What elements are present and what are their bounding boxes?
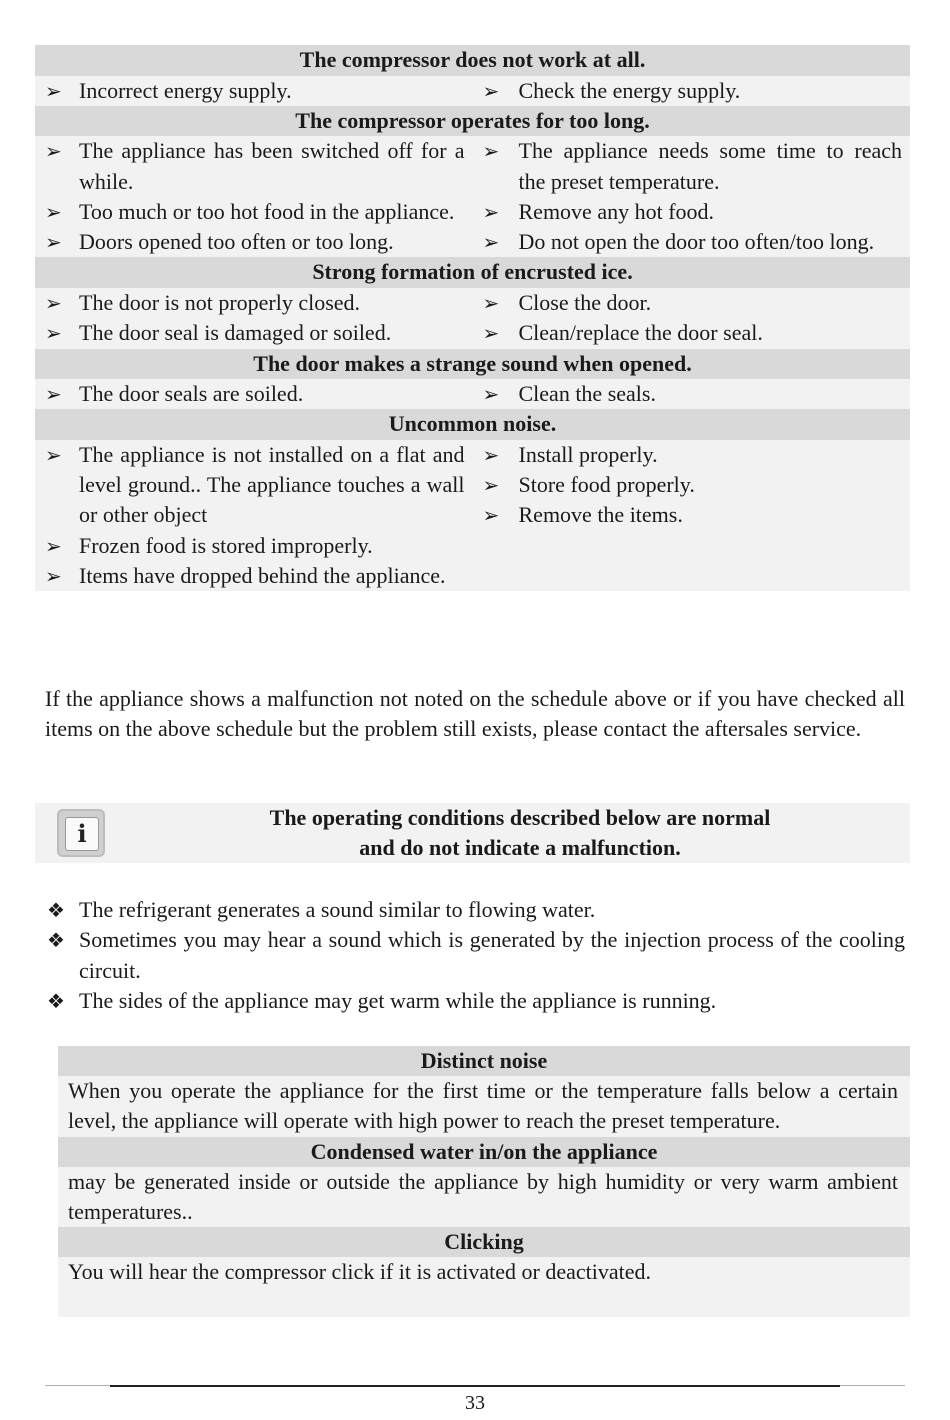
remedy-text: Do not open the door too often/too long. [518,229,875,255]
remedy-item [473,470,911,500]
section-heading: Uncommon noise. [35,409,910,440]
remedy-item [473,500,911,530]
remedy-text: Store food properly. [518,472,695,498]
causes-column [35,440,473,591]
arrow-bullet-icon: ➢ [482,382,500,407]
diamond-bullet-icon: ❖ [47,928,65,953]
cause-text: Frozen food is stored improperly. [79,532,373,558]
info-box [35,803,910,863]
info-icon [57,809,105,857]
section-row [35,76,910,106]
cause-item [35,227,473,257]
arrow-bullet-icon: ➢ [45,564,62,589]
remedy-item [473,318,911,348]
cause-text: The appliance is not installed on a flat and level ground.. The appliance touches a wall or other object [79,441,465,528]
normal-text: may be generated inside or outside the appliance by high humidity or very warm ambient temperatures.. [58,1167,910,1228]
section-heading: The door makes a strange sound when opened. [35,349,910,380]
arrow-bullet-icon: ➢ [482,442,500,467]
remedies-column [473,379,911,409]
section-heading: The compressor does not work at all. [35,45,910,76]
remedies-column [473,288,911,349]
arrow-bullet-icon: ➢ [45,382,62,407]
section-heading: Strong formation of encrusted ice. [35,257,910,288]
section-row [35,379,910,409]
info-icon-glyph: i [65,817,99,851]
causes-column [35,379,473,409]
cause-text: Items have dropped behind the appliance. [79,563,446,589]
arrow-bullet-icon: ➢ [482,503,500,528]
remedy-text: Close the door. [518,289,652,315]
cause-text: Incorrect energy supply. [79,77,292,103]
arrow-bullet-icon: ➢ [45,230,62,255]
cause-item [35,440,473,531]
cause-text: The door seal is damaged or soiled. [79,320,392,346]
arrow-bullet-icon: ➢ [45,321,62,346]
remedy-item [473,197,911,227]
remedy-item [473,440,911,470]
arrow-bullet-icon: ➢ [45,199,62,224]
remedy-text: Remove the items. [518,502,683,528]
arrow-bullet-icon: ➢ [45,290,62,315]
cause-item [35,288,473,318]
condition-text: The sides of the appliance may get warm while the appliance is running. [79,987,717,1013]
cause-item [35,561,473,591]
cause-item [35,531,473,561]
troubleshooting-table [35,45,910,591]
section-row [35,440,910,591]
arrow-bullet-icon: ➢ [482,78,500,103]
arrow-bullet-icon: ➢ [45,139,62,164]
remedy-item [473,288,911,318]
arrow-bullet-icon: ➢ [482,139,500,164]
condition-text: Sometimes you may hear a sound which is generated by the injection process of the cooling circuit. [79,927,905,983]
condition-item [45,925,905,986]
causes-column [35,288,473,349]
cause-text: The door seals are soiled. [79,381,304,407]
remedies-column [473,440,911,591]
cause-item [35,76,473,106]
diamond-bullet-icon: ❖ [47,988,65,1013]
cause-text: Doors opened too often or too long. [79,229,394,255]
arrow-bullet-icon: ➢ [482,199,500,224]
normal-heading: Condensed water in/on the appliance [58,1137,910,1167]
section-row [35,288,910,349]
arrow-bullet-icon: ➢ [482,473,500,498]
info-line-2: and do not indicate a malfunction. [359,835,681,861]
remedy-item [473,227,911,257]
info-line-1: The operating conditions described below are normal [269,805,771,830]
arrow-bullet-icon: ➢ [482,290,500,315]
cause-item [35,197,473,227]
remedies-column [473,136,911,257]
causes-column [35,76,473,106]
arrow-bullet-icon: ➢ [45,78,62,103]
arrow-bullet-icon: ➢ [45,442,62,467]
remedy-text: Remove any hot food. [518,198,715,224]
causes-column [35,136,473,257]
cause-item [35,379,473,409]
condition-text: The refrigerant generates a sound similar to flowing water. [79,897,596,922]
cause-text: The appliance has been switched off for a while. [79,138,465,194]
normal-conditions-list [45,895,905,1016]
section-heading: The compressor operates for too long. [35,106,910,137]
normal-text: When you operate the appliance for the first time or the temperature falls below a certain level, the appliance will operate with high power to reach the preset temperature. [58,1076,910,1137]
arrow-bullet-icon: ➢ [45,533,62,558]
arrow-bullet-icon: ➢ [482,230,500,255]
cause-text: Too much or too hot food in the appliance. [79,198,455,224]
remedy-item [473,136,911,197]
normal-heading: Clicking [58,1227,910,1257]
arrow-bullet-icon: ➢ [482,321,500,346]
remedy-text: Clean the seals. [518,381,656,407]
normal-text: You will hear the compressor click if it is activated or deactivated. [58,1257,910,1317]
cause-text: The door is not properly closed. [79,289,361,315]
remedy-item [473,76,911,106]
page-number: 33 [465,1392,485,1414]
remedy-text: Check the energy supply. [518,77,741,103]
diamond-bullet-icon: ❖ [47,898,65,922]
cause-item [35,136,473,197]
cause-item [35,318,473,348]
info-box-text [125,803,915,864]
condition-item [45,895,905,925]
section-row [35,136,910,257]
remedy-item [473,379,911,409]
normal-heading: Distinct noise [58,1046,910,1076]
normal-conditions-table [58,1046,910,1317]
remedy-text: The appliance needs some time to reach the preset temperature. [518,138,902,194]
contact-paragraph: If the appliance shows a malfunction not noted on the schedule above or if you have checked all items on the above schedule but the problem still exists, please contact the aftersales service. [45,686,905,742]
remedies-column [473,76,911,106]
remedy-text: Install properly. [518,441,658,467]
remedy-text: Clean/replace the door seal. [518,320,763,346]
condition-item [45,986,905,1016]
footer-divider-dark [110,1385,840,1387]
